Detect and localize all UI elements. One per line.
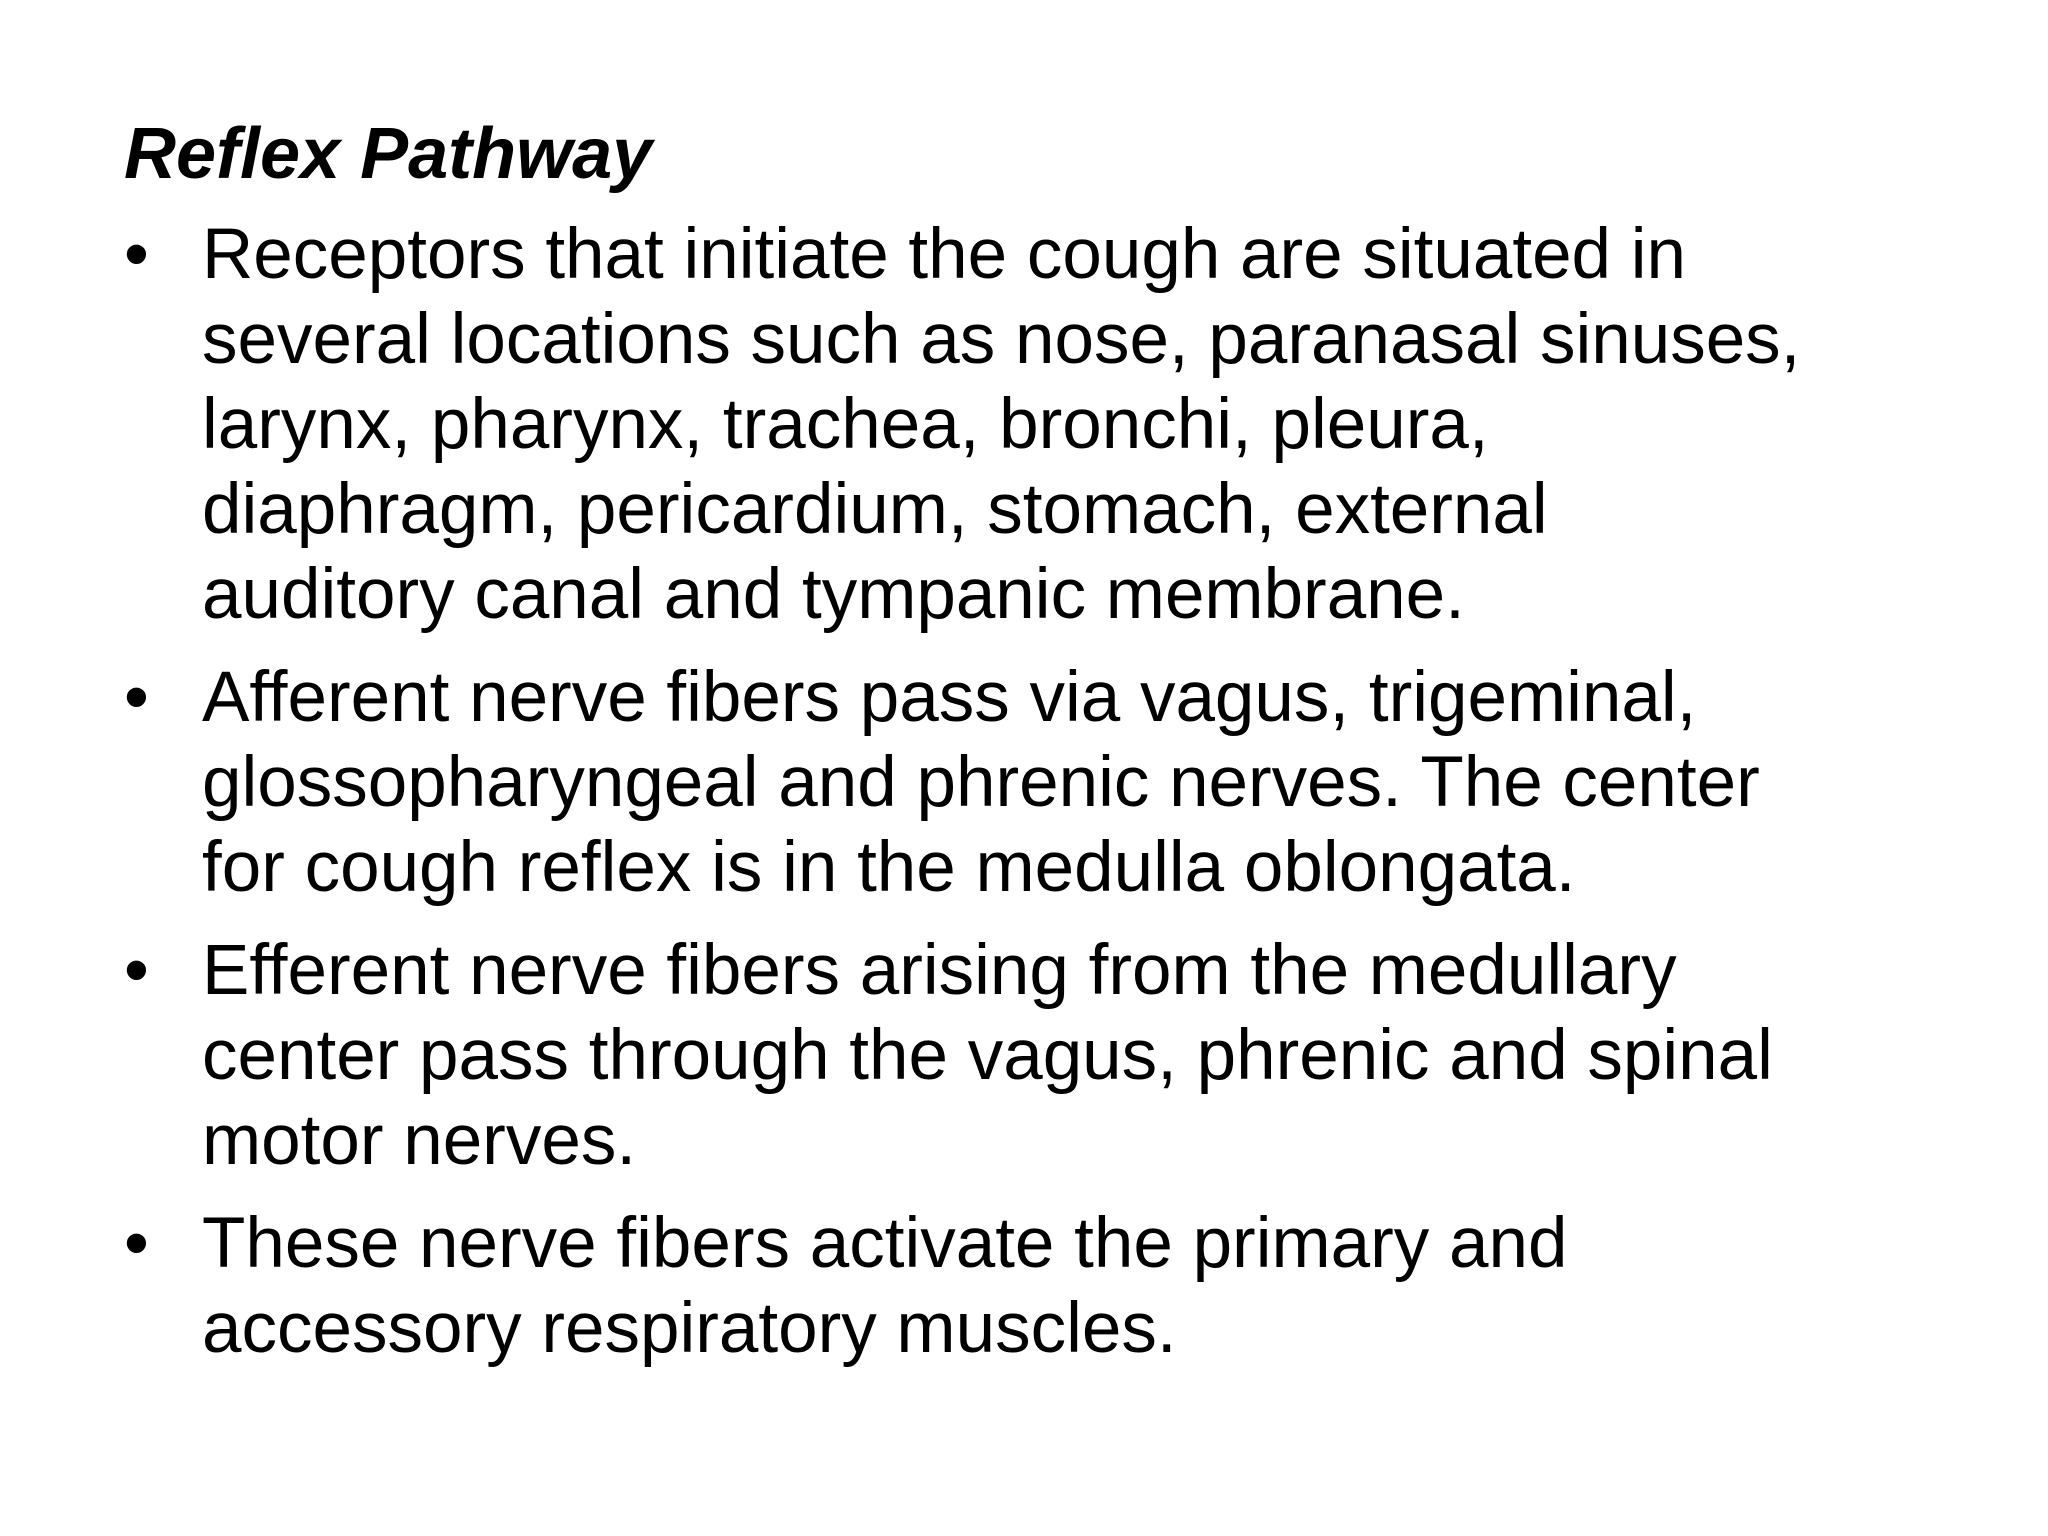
- bullet-text-line: motor nerves.: [202, 1101, 637, 1180]
- bullet-text-line: larynx, pharynx, trachea, bronchi, pleura,: [202, 385, 1489, 464]
- bullet-text-line: Receptors that initiate the cough are situated in: [202, 215, 1687, 294]
- bullet-text-line: diaphragm, pericardium, stomach, external: [202, 470, 1548, 549]
- bullet-text-line: center pass through the vagus, phrenic and spinal: [202, 1016, 1773, 1095]
- bullet-point-icon: •: [124, 215, 149, 294]
- bullet-text-line: accessory respiratory muscles.: [202, 1289, 1177, 1368]
- bullet-text-line: auditory canal and tympanic membrane.: [202, 555, 1465, 634]
- bullet-list: [124, 212, 1954, 1389]
- bullet-text-line: for cough reflex is in the medulla oblongata.: [202, 828, 1576, 907]
- bullet-text-line: several locations such as nose, paranasal sinuses,: [202, 300, 1801, 379]
- bullet-item-efferent: [124, 928, 1954, 1183]
- bullet-item-afferent: [124, 655, 1954, 910]
- bullet-point-icon: •: [124, 931, 149, 1010]
- bullet-text-line: These nerve fibers activate the primary and: [202, 1204, 1568, 1283]
- bullet-item-muscles: [124, 1201, 1954, 1371]
- bullet-point-icon: •: [124, 1204, 149, 1283]
- bullet-point-icon: •: [124, 658, 149, 737]
- bullet-item-receptors: [124, 212, 1954, 637]
- bullet-text: [202, 655, 1954, 910]
- bullet-text: [202, 212, 1954, 637]
- bullet-text: [202, 1201, 1954, 1371]
- bullet-text: [202, 928, 1954, 1183]
- bullet-text-line: Efferent nerve fibers arising from the medullary: [202, 931, 1677, 1010]
- bullet-text-line: Afferent nerve fibers pass via vagus, trigeminal,: [202, 658, 1697, 737]
- slide-title: Reflex Pathway: [124, 114, 653, 194]
- bullet-text-line: glossopharyngeal and phrenic nerves. The center: [202, 743, 1760, 822]
